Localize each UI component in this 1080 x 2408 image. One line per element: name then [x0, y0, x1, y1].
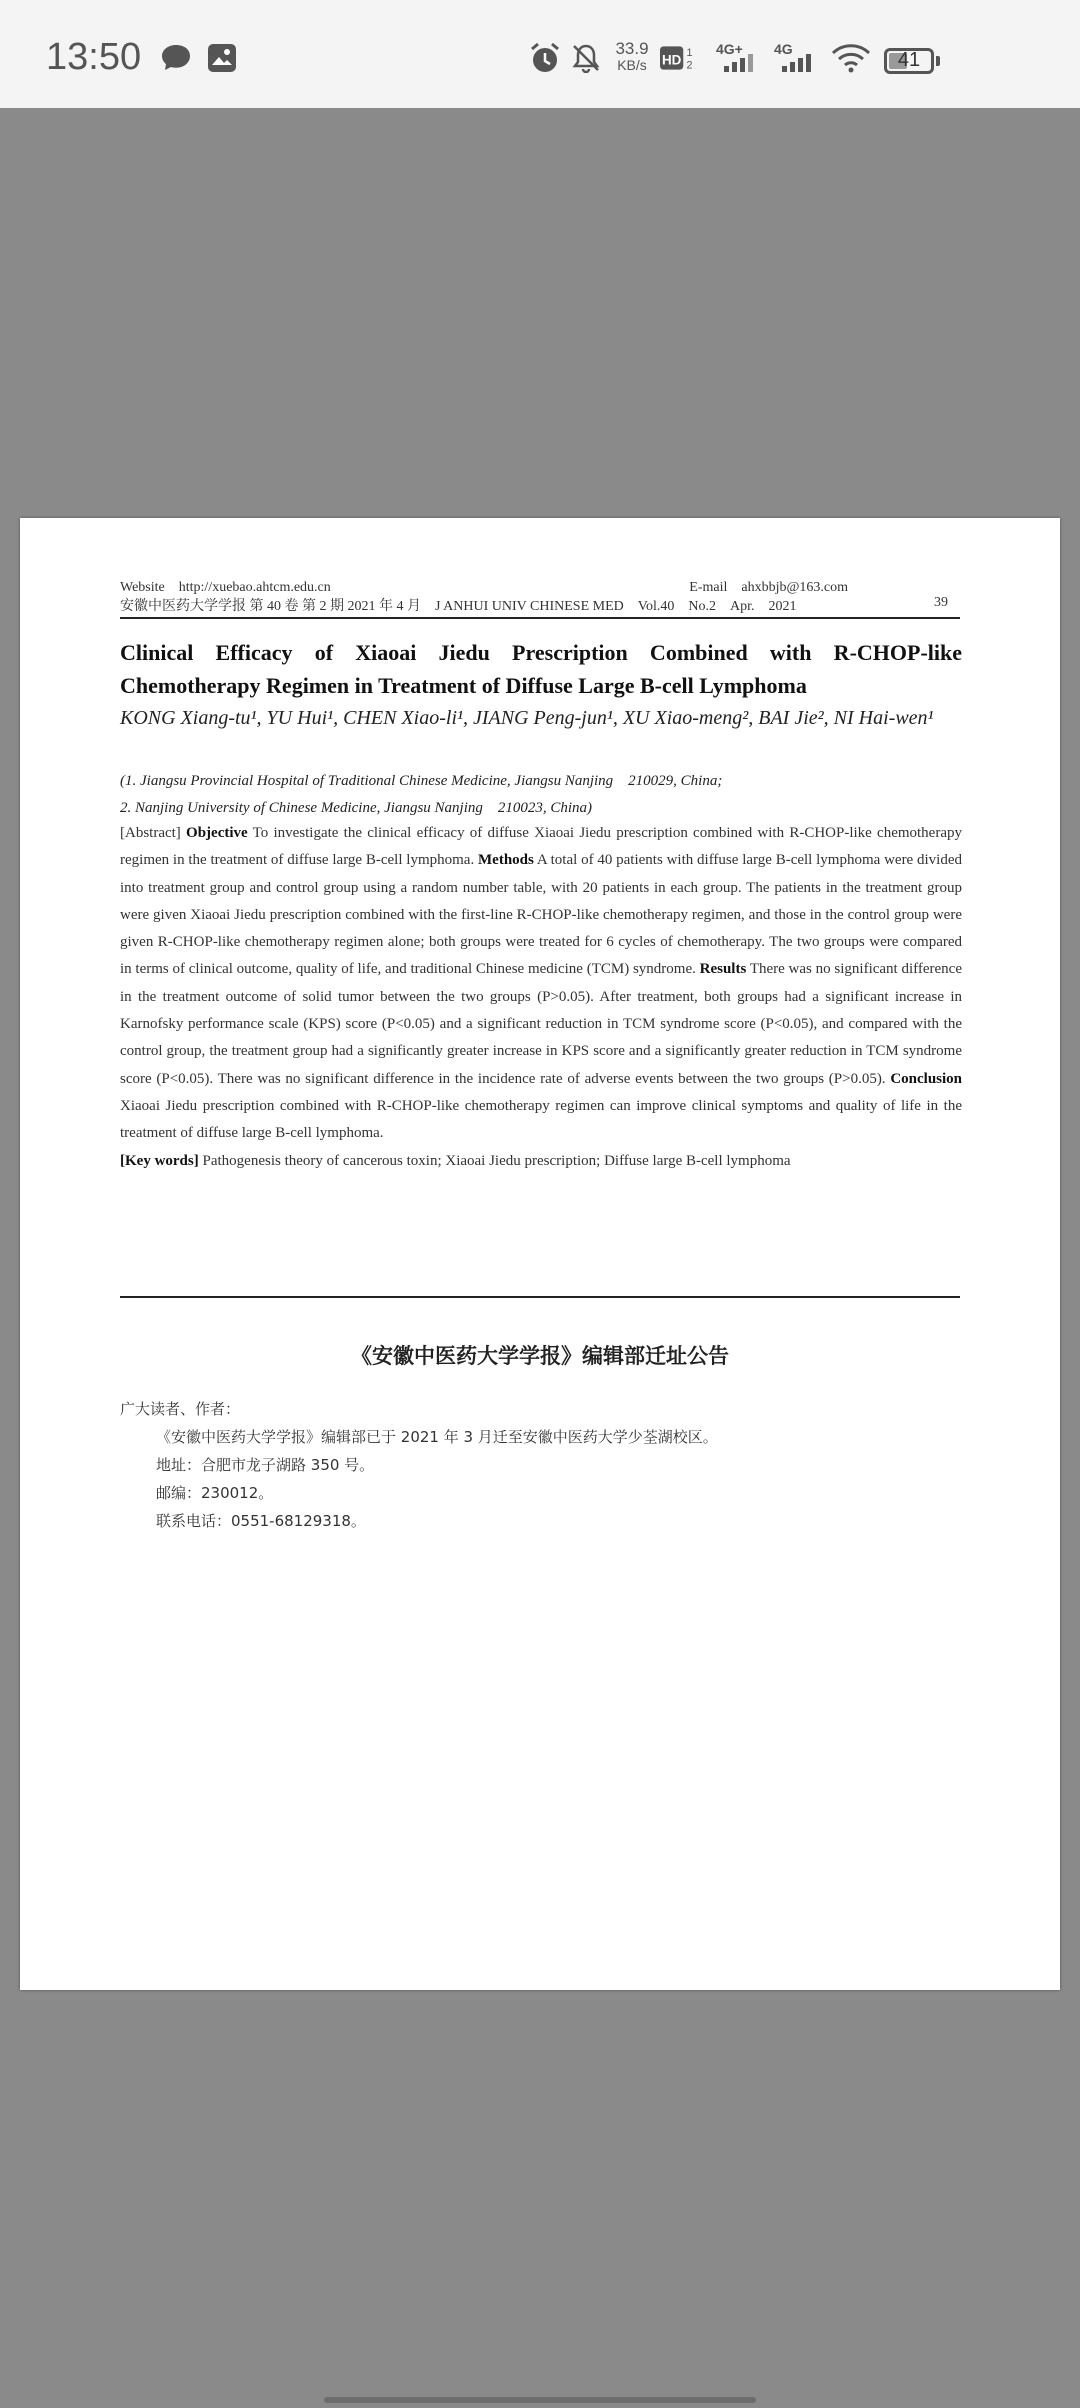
gallery-icon: [206, 42, 238, 74]
hd-icon: [660, 42, 694, 74]
paper-affiliations: [120, 768, 962, 822]
conclusion-label: Conclusion: [890, 1070, 963, 1087]
clock: 13:50: [46, 36, 142, 78]
keywords-text: Pathogenesis theory of cancerous toxin; Xiaoai Jiedu prescription; Diffuse large B-cell lymphoma: [202, 1152, 791, 1169]
notice-line-3: 邮编：230012。: [156, 1484, 274, 1502]
signal-4g-plus-icon: [714, 42, 764, 74]
chat-icon: [160, 42, 192, 74]
status-bar: [0, 0, 1080, 108]
alarm-icon: [528, 42, 562, 74]
home-indicator[interactable]: [324, 2397, 756, 2403]
header-rule: [120, 617, 960, 619]
objective-text: To investigate the clinical efficacy of diffuse Xiaoai Jiedu prescription combined with R-CHOP-like chemotherapy regimen in the treatment of diffuse large B-cell lymphoma.: [120, 825, 962, 869]
keywords-label: [Key words]: [120, 1152, 199, 1169]
svg-text:1: 1: [686, 47, 693, 60]
objective-label: Objective: [186, 825, 248, 841]
header-journal: 安徽中医药大学学报 第 40 卷 第 2 期 2021 年 4 月 J ANHUI UNIV CHINESE MED Vol.40 No.2 Apr. 2021: [120, 599, 797, 614]
abstract-rule: [120, 1296, 960, 1298]
svg-text:HD: HD: [661, 52, 682, 68]
network-speed: 33.9 KB/s: [615, 39, 649, 73]
mute-icon: [570, 42, 602, 74]
abstract-label: [Abstract]: [120, 825, 181, 841]
battery-icon: 41: [884, 48, 934, 74]
battery-tip: [936, 56, 940, 66]
results-text: There was no significant difference in the treatment outcome of solid tumor between the two groups (P>0.05). After treatment, both groups had a significant increase in Karnofsky performance scale (KPS) score (P<0.05) and a significant reduction in TCM syndrome score (P<0.05), and compared with the control group, the treatment group had a significantly greater increase in KPS score and a significantly greater reduction in TCM syndrome score (P<0.05). There was no significant difference in the incidence rate of adverse events between the two groups (P>0.05).: [120, 961, 962, 1087]
notice-line-4: 联系电话：0551-68129318。: [156, 1512, 366, 1530]
header-email: E-mail ahxbbjb@163.com: [689, 580, 848, 595]
methods-text: A total of 40 patients with diffuse large B-cell lymphoma were divided into treatment group and control group using a random number table, with 20 patients in each group. The patients in the treatment group were given Xiaoai Jiedu prescription combined with the first-line R-CHOP-like chemotherapy regimen, and those in the control group were given R-CHOP-like chemotherapy regimen alone; both groups were treated for 6 cycles of chemotherapy. The two groups were compared in terms of clinical outcome, quality of life, and traditional Chinese medicine (TCM) syndrome.: [120, 852, 962, 978]
document-page[interactable]: [20, 518, 1060, 1990]
paper-authors: KONG Xiang-tu¹, YU Hui¹, CHEN Xiao-li¹, JIANG Peng-jun¹, XU Xiao-meng², BAI Jie², NI Hai-wen¹: [120, 707, 934, 729]
notice-line-1: 《安徽中医药大学学报》编辑部已于 2021 年 3 月迁至安徽中医药大学少荃湖校区。: [156, 1428, 718, 1446]
notice-line-2: 地址：合肥市龙子湖路 350 号。: [156, 1456, 375, 1474]
notice-title: 《安徽中医药大学学报》编辑部迁址公告: [351, 1344, 729, 1368]
notice-greeting: 广大读者、作者：: [120, 1400, 241, 1418]
abstract: [120, 820, 962, 1175]
conclusion-text: Xiaoai Jiedu prescription combined with R-CHOP-like chemotherapy regimen can improve clinical symptoms and quality of life in the treatment of diffuse large B-cell lymphoma.: [120, 1097, 962, 1142]
results-label: Results: [699, 961, 747, 978]
affiliation-2: 2. Nanjing University of Chinese Medicine, Jiangsu Nanjing 210023, China): [120, 800, 593, 816]
wifi-icon: [830, 42, 872, 74]
methods-label: Methods: [478, 852, 534, 869]
header-website: Website http://xuebao.ahtcm.edu.cn: [120, 580, 331, 595]
svg-text:4G+: 4G+: [716, 42, 743, 57]
paper-title: Clinical Efficacy of Xiaoai Jiedu Prescription Combined with R-CHOP-like Chemotherapy Regimen in Treatment of Diffuse Large B-cell Lymphoma: [120, 640, 962, 698]
svg-text:2: 2: [686, 59, 693, 72]
affiliation-1: (1. Jiangsu Provincial Hospital of Traditional Chinese Medicine, Jiangsu Nanjing 210029, China;: [120, 773, 723, 789]
header-page-number: 39: [934, 595, 948, 610]
svg-text:4G: 4G: [774, 42, 793, 57]
signal-4g-icon: [772, 42, 822, 74]
